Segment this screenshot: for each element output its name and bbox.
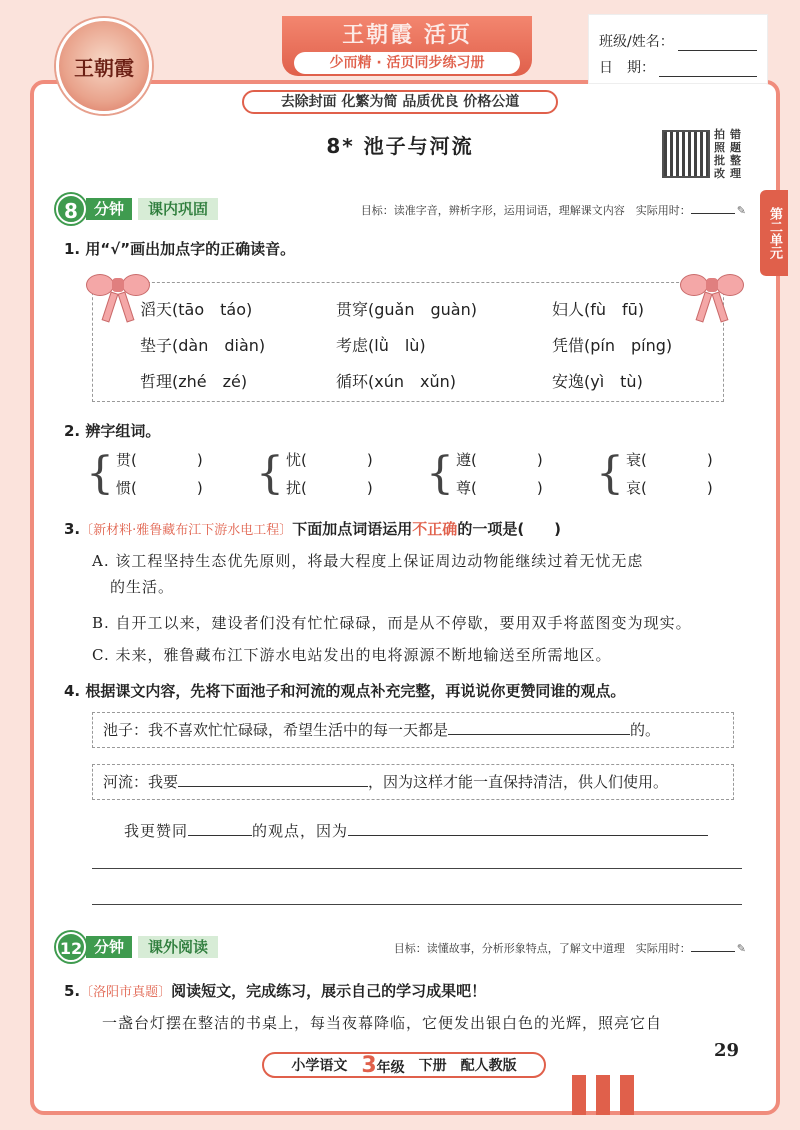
pencil-icon: ✎ — [736, 204, 746, 217]
answer-line[interactable] — [92, 904, 742, 905]
section-goal: 目标：读懂故事，分析形象特点，了解文中道理 实际用时： ✎ — [393, 942, 746, 955]
unit-tab: 第二单元 — [760, 190, 788, 276]
time-used-field[interactable] — [691, 951, 735, 952]
word-blank[interactable]: 惯( ) — [116, 479, 203, 497]
section-header-reading — [56, 934, 746, 960]
section-minutes-label: 分钟 — [86, 936, 132, 958]
qr-caption: 拍 错 照 题 批 整 改 理 — [714, 128, 741, 180]
pool-blank[interactable] — [448, 717, 630, 735]
section-header-inclass — [56, 196, 746, 222]
pinyin-item[interactable]: 贯穿(guǎn guàn) — [336, 300, 477, 319]
class-name-box — [588, 14, 768, 84]
reason-blank[interactable] — [348, 818, 708, 836]
section-minutes-number: 12 — [56, 932, 86, 962]
pinyin-item[interactable]: 滔天(tāo táo) — [140, 300, 253, 319]
agree-line: 我更赞同 的观点，因为 — [124, 818, 708, 841]
pool-label: 池子： — [103, 721, 149, 739]
question-2-title: 2. 辨字组词。 — [64, 422, 161, 440]
word-blank[interactable]: 忧( ) — [286, 451, 373, 469]
word-blank[interactable]: 遵( ) — [456, 451, 543, 469]
word-pair: { 衰( ) 哀( ) — [596, 446, 766, 502]
qr-code-icon[interactable] — [662, 130, 710, 178]
river-viewpoint-box: 河流：我要 ，因为这样才能一直保持清洁，供人们使用。 — [92, 764, 734, 800]
publisher-logo — [56, 18, 152, 114]
agree-blank[interactable] — [188, 818, 252, 836]
pinyin-item[interactable]: 哲理(zhé zé) — [140, 372, 248, 391]
date-label: 日 期： — [599, 60, 655, 76]
emphasis-text: 不正确 — [412, 520, 458, 538]
lesson-title: 8* 池子与河流 — [326, 134, 474, 158]
date-field[interactable] — [659, 61, 757, 77]
word-blank[interactable]: 尊( ) — [456, 479, 543, 497]
time-used-field[interactable] — [691, 213, 735, 214]
question-1-title: 1. 用“√”画出加点字的正确读音。 — [64, 240, 296, 258]
option-a-cont: 的生活。 — [110, 578, 175, 596]
footer-subject: 小学语文 — [291, 1058, 348, 1074]
pinyin-item[interactable]: 妇人(fù fū) — [552, 300, 645, 319]
word-pairs — [86, 446, 726, 502]
slogan: 去除封面 化繁为简 品质优良 价格公道 — [242, 90, 558, 114]
question-tag: 〔洛阳市真题〕 — [80, 985, 172, 1000]
footer-grade-unit: 年级 — [376, 1059, 405, 1076]
pinyin-item[interactable]: 循环(xún xǔn) — [336, 372, 456, 391]
option-a[interactable]: A. 该工程坚持生态优先原则，将最大程度上保证周边动物能继续过着无忧无虑 — [92, 552, 644, 570]
footer-edition: 配人教版 — [460, 1058, 517, 1074]
question-tag: 〔新材料·雅鲁藏布江下游水电工程〕 — [80, 523, 293, 538]
word-pair: { 遵( ) 尊( ) — [426, 446, 596, 502]
pinyin-item[interactable]: 考虑(lǜ lù) — [336, 336, 426, 355]
footer-badge — [262, 1052, 546, 1078]
word-pair: { 贯( ) 惯( ) — [86, 446, 256, 502]
edge-tabs — [572, 1075, 634, 1115]
header-banner — [282, 16, 532, 76]
section-goal: 目标：读准字音，辨析字形，运用词语，理解课文内容 实际用时： ✎ — [360, 204, 746, 217]
banner-title: 王朝霞 活页 — [342, 23, 472, 48]
reading-passage: 一盏台灯摆在整洁的书桌上，每当夜幕降临，它便发出银白色的光辉，照亮它自 — [102, 1014, 663, 1032]
word-blank[interactable]: 衰( ) — [626, 451, 713, 469]
pool-viewpoint-box: 池子：我不喜欢忙忙碌碌，希望生活中的每一天都是 的。 — [92, 712, 734, 748]
page-number: 29 — [714, 1040, 740, 1061]
footer-volume: 下册 — [418, 1058, 447, 1074]
answer-line[interactable] — [92, 868, 742, 869]
word-blank[interactable]: 哀( ) — [626, 479, 713, 497]
section-name: 课外阅读 — [138, 936, 218, 958]
option-b[interactable]: B. 自开工以来，建设者们没有忙忙碌碌，而是从不停歇，要用双手将蓝图变为现实。 — [92, 614, 692, 632]
banner-subtitle: 少而精 · 活页同步练习册 — [294, 52, 520, 74]
class-label: 班级/姓名： — [599, 34, 674, 50]
river-blank[interactable] — [178, 769, 368, 787]
question-5-title: 5.〔洛阳市真题〕阅读短文，完成练习，展示自己的学习成果吧！ — [64, 982, 487, 1000]
question-4-title: 4. 根据课文内容，先将下面池子和河流的观点补充完整，再说说你更赞同谁的观点。 — [64, 682, 626, 700]
option-c[interactable]: C. 未来，雅鲁藏布江下游水电站发出的电将源源不断地输送至所需地区。 — [92, 646, 612, 664]
pencil-icon: ✎ — [736, 942, 746, 955]
word-pair: { 忧( ) 扰( ) — [256, 446, 426, 502]
logo-text: 王朝霞 — [74, 55, 134, 80]
pinyin-items — [140, 298, 700, 394]
word-blank[interactable]: 扰( ) — [286, 479, 373, 497]
pinyin-item[interactable]: 凭借(pín píng) — [552, 336, 673, 355]
class-name-field[interactable] — [678, 35, 757, 51]
section-minutes-number: 8 — [56, 194, 86, 224]
pinyin-item[interactable]: 垫子(dàn diàn) — [140, 336, 266, 355]
footer-grade-number: 3 — [361, 1052, 377, 1078]
section-name: 课内巩固 — [138, 198, 218, 220]
question-3-title: 3.〔新材料·雅鲁藏布江下游水电工程〕下面加点词语运用不正确的一项是( ) — [64, 520, 562, 538]
section-minutes-label: 分钟 — [86, 198, 132, 220]
word-blank[interactable]: 贯( ) — [116, 451, 203, 469]
pinyin-item[interactable]: 安逸(yì tù) — [552, 372, 643, 391]
river-label: 河流： — [103, 773, 149, 791]
